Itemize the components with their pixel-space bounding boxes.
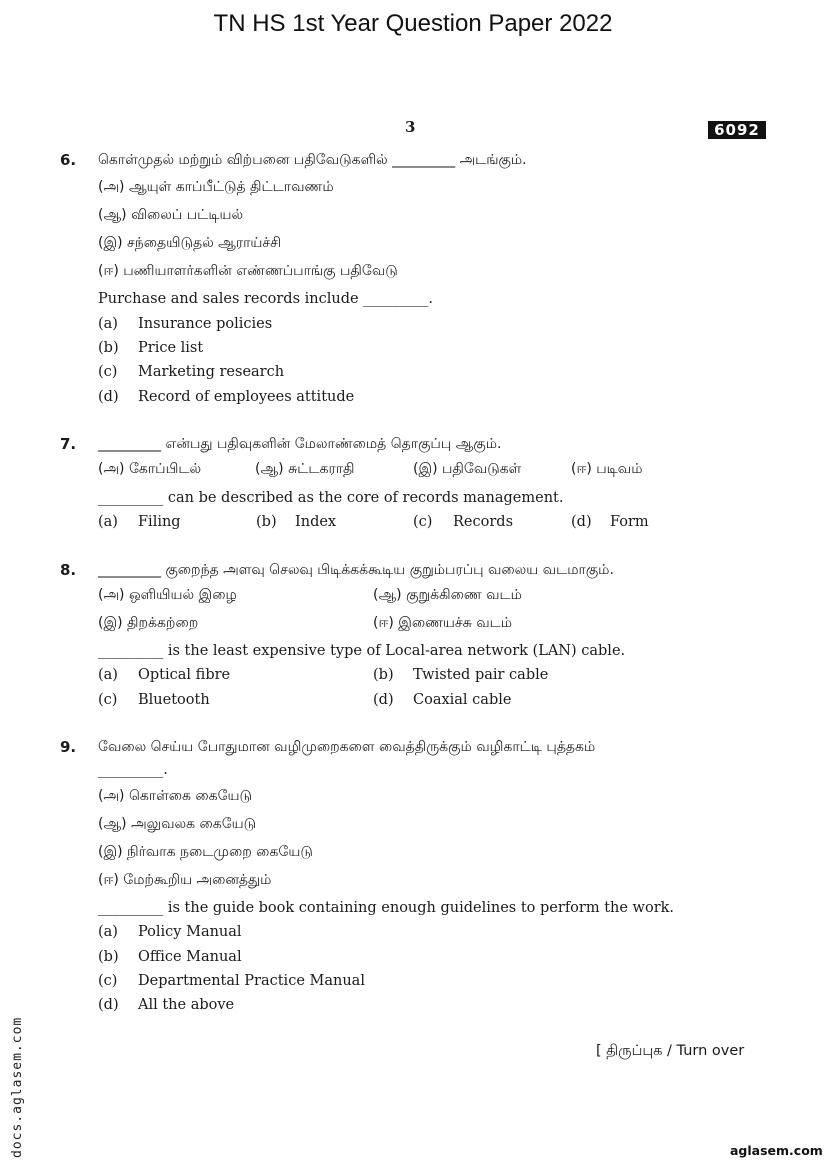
page-number: 3	[405, 118, 416, 136]
tamil-option: (அ) கொள்கை கையேடு	[98, 788, 253, 804]
option-label: (b)	[256, 514, 277, 530]
english-option: All the above	[138, 997, 235, 1013]
tamil-option: (ஆ) விலைப் பட்டியல்	[98, 207, 244, 223]
english-option: Coaxial cable	[413, 692, 512, 708]
question-number: 7.	[60, 435, 77, 453]
option-label: (a)	[98, 667, 118, 683]
english-option: Insurance policies	[138, 316, 273, 332]
tamil-option: (அ) கோப்பிடல்	[98, 461, 202, 477]
option-label: (a)	[98, 316, 118, 332]
tamil-option: (அ) ஒளியியல் இழை	[98, 587, 237, 603]
option-label: (d)	[98, 389, 119, 405]
option-label: (a)	[98, 514, 118, 530]
option-label: (c)	[98, 692, 118, 708]
english-question: _________ is the guide book containing enough guidelines to perform the work.	[98, 900, 675, 916]
tamil-option: (ஈ) இணையச்சு வடம்	[373, 615, 513, 631]
english-question: _________ is the least expensive type of Local-area network (LAN) cable.	[98, 643, 626, 659]
tamil-option: (ஈ) மேற்கூறிய அனைத்தும்	[98, 872, 272, 888]
option-label: (a)	[98, 924, 118, 940]
tamil-option: (ஆ) அலுவலக கையேடு	[98, 816, 257, 832]
tamil-option: (இ) நிர்வாக நடைமுறை கையேடு	[98, 844, 313, 860]
english-option: Records	[453, 514, 514, 530]
english-option: Marketing research	[138, 364, 285, 380]
english-option: Optical fibre	[138, 667, 231, 683]
tamil-question: _________ குறைந்த அளவு செலவு பிடிக்கக்கூடிய குறும்பரப்பு வலைய வடமாகும்.	[98, 562, 614, 578]
english-option: Office Manual	[138, 949, 242, 965]
tamil-option: (அ) ஆயுள் காப்பீட்டுத் திட்டாவணம்	[98, 179, 334, 195]
tamil-option: (இ) திறக்கற்றை	[98, 615, 199, 631]
tamil-question: வேலை செய்ய போதுமான வழிமுறைகளை வைத்திருக்கும் வழிகாட்டி புத்தகம்	[98, 739, 596, 755]
page-header-title: TN HS 1st Year Question Paper 2022	[213, 10, 613, 37]
tamil-option: (ஈ) படிவம்	[571, 461, 643, 477]
question-number: 8.	[60, 561, 77, 579]
english-option: Record of employees attitude	[138, 389, 355, 405]
tamil-option: (இ) பதிவேடுகள்	[413, 461, 522, 477]
option-label: (b)	[373, 667, 394, 683]
english-option: Bluetooth	[138, 692, 210, 708]
option-label: (c)	[98, 364, 118, 380]
english-option: Filing	[138, 514, 181, 530]
tamil-question: _________ என்பது பதிவுகளின் மேலாண்மைத் தொகுப்பு ஆகும்.	[98, 436, 502, 452]
question-number: 9.	[60, 738, 77, 756]
tamil-question-blank: _________.	[98, 762, 168, 778]
side-watermark: docs.aglasem.com	[10, 1016, 25, 1158]
tamil-option: (இ) சந்தையிடுதல் ஆராய்ச்சி	[98, 235, 282, 251]
english-option: Twisted pair cable	[413, 667, 549, 683]
option-label: (c)	[98, 973, 118, 989]
english-option: Index	[295, 514, 337, 530]
option-label: (c)	[413, 514, 433, 530]
english-question: _________ can be described as the core of records management.	[98, 490, 564, 506]
english-option: Price list	[138, 340, 204, 356]
english-question: Purchase and sales records include _________.	[98, 291, 434, 307]
question-number: 6.	[60, 151, 77, 169]
option-label: (b)	[98, 949, 119, 965]
option-label: (d)	[373, 692, 394, 708]
english-option: Departmental Practice Manual	[138, 973, 365, 989]
english-option: Policy Manual	[138, 924, 242, 940]
brand-footer: aglasem.com	[730, 1143, 823, 1158]
option-label: (d)	[571, 514, 592, 530]
turn-over-note: [ திருப்புக / Turn over	[596, 1043, 745, 1059]
tamil-option: (ஆ) குறுக்கிணை வடம்	[373, 587, 522, 603]
paper-code-badge: 6092	[708, 121, 766, 139]
tamil-question: கொள்முதல் மற்றும் விற்பனை பதிவேடுகளில் _________ அடங்கும்.	[98, 152, 527, 168]
english-option: Form	[610, 514, 649, 530]
tamil-option: (ஈ) பணியாளர்களின் எண்ணப்பாங்கு பதிவேடு	[98, 263, 398, 279]
option-label: (b)	[98, 340, 119, 356]
tamil-option: (ஆ) சுட்டகராதி	[255, 461, 355, 477]
option-label: (d)	[98, 997, 119, 1013]
